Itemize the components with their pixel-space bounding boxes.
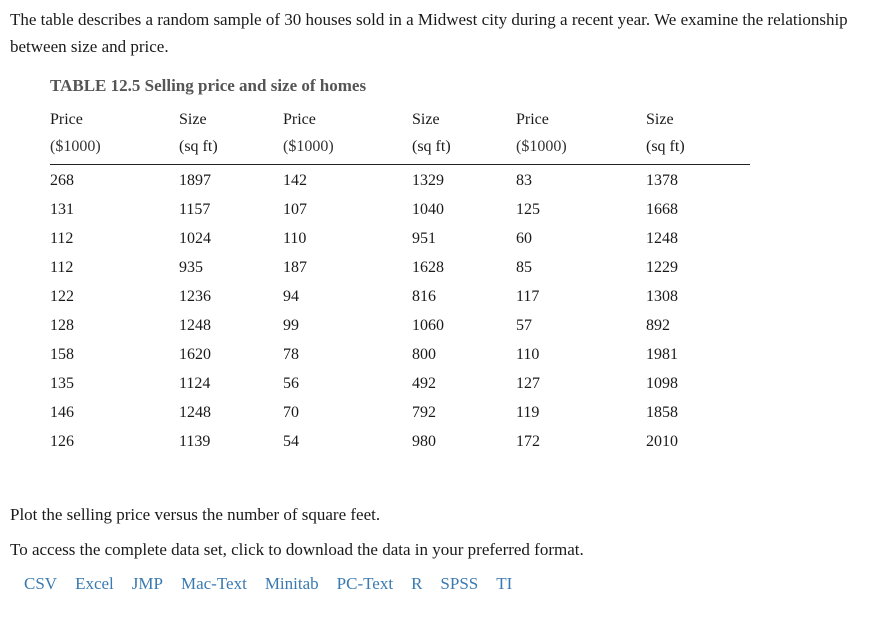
table-cell: 187 <box>283 259 307 276</box>
table-cell: 1157 <box>179 201 211 218</box>
intro-text: The table describes a random sample of 30 houses sold in a Midwest city during a recent year. We examine the relationship between size and price. <box>10 10 848 56</box>
download-link-spss[interactable]: SPSS <box>440 574 479 593</box>
table-cell: 60 <box>516 230 532 247</box>
table-row <box>50 224 750 253</box>
header-row-names <box>50 108 750 138</box>
table-cell: 135 <box>50 375 74 392</box>
table-cell: 57 <box>516 317 532 334</box>
table-row <box>50 165 750 196</box>
table-cell: 1248 <box>646 230 678 247</box>
table-cell: 126 <box>50 433 74 450</box>
table-cell: 1124 <box>179 375 211 392</box>
table-cell: 1378 <box>646 172 678 189</box>
table-cell: 112 <box>50 259 74 276</box>
table-cell: 146 <box>50 404 74 421</box>
download-instruction: To access the complete data set, click to download the data in your preferred format. <box>10 540 584 559</box>
table-cell: 125 <box>516 201 540 218</box>
table-cell: 1060 <box>412 317 444 334</box>
table-cell: 892 <box>646 317 670 334</box>
table-row <box>50 340 750 369</box>
header-size-3: Size <box>646 111 674 128</box>
header-unit-size-1: (sq ft) <box>179 138 283 165</box>
table-cell: 951 <box>412 230 436 247</box>
table-cell: 94 <box>283 288 299 305</box>
plot-instruction: Plot the selling price versus the number of square feet. <box>10 505 381 524</box>
table-cell: 54 <box>283 433 299 450</box>
download-link-csv[interactable]: CSV <box>24 574 58 593</box>
table-row <box>50 195 750 224</box>
table-cell: 110 <box>283 230 307 247</box>
table-cell: 122 <box>50 288 74 305</box>
table-cell: 117 <box>516 288 540 305</box>
table-cell: 1139 <box>179 433 211 450</box>
table-cell: 1308 <box>646 288 678 305</box>
table-cell: 800 <box>412 346 436 363</box>
table-cell: 142 <box>283 172 307 189</box>
table-cell: 1248 <box>179 317 211 334</box>
table-cell: 128 <box>50 317 74 334</box>
table-cell: 935 <box>179 259 203 276</box>
table-cell: 107 <box>283 201 307 218</box>
table-body <box>50 165 750 457</box>
table-row <box>50 311 750 340</box>
header-size-2: Size <box>412 111 440 128</box>
table-cell: 1236 <box>179 288 211 305</box>
header-price-3: Price <box>516 111 549 128</box>
download-format-links <box>24 574 530 594</box>
table-cell: 1981 <box>646 346 678 363</box>
table-cell: 127 <box>516 375 540 392</box>
table-cell: 1229 <box>646 259 678 276</box>
table-cell: 112 <box>50 230 74 247</box>
table-cell: 268 <box>50 172 74 189</box>
table-cell: 1040 <box>412 201 444 218</box>
table-cell: 1897 <box>179 172 211 189</box>
header-price-1: Price <box>50 111 83 128</box>
table-cell: 119 <box>516 404 540 421</box>
table-cell: 1024 <box>179 230 211 247</box>
table-row <box>50 282 750 311</box>
table-cell: 85 <box>516 259 532 276</box>
download-link-mac-text[interactable]: Mac-Text <box>180 574 247 593</box>
table-cell: 980 <box>412 433 436 450</box>
header-price-2: Price <box>283 111 316 128</box>
homes-table <box>50 108 750 456</box>
table-cell: 816 <box>412 288 436 305</box>
table-row <box>50 398 750 427</box>
table-row <box>50 369 750 398</box>
table-cell: 1329 <box>412 172 444 189</box>
table-cell: 70 <box>283 404 299 421</box>
table-cell: 56 <box>283 375 299 392</box>
table-cell: 1858 <box>646 404 678 421</box>
table-cell: 83 <box>516 172 532 189</box>
header-unit-size-3: (sq ft) <box>646 138 750 165</box>
header-size-1: Size <box>179 111 207 128</box>
header-unit-size-2: (sq ft) <box>412 138 516 165</box>
table-cell: 1098 <box>646 375 678 392</box>
header-unit-price-3: ($1000) <box>516 138 646 165</box>
table-cell: 1248 <box>179 404 211 421</box>
table-cell: 99 <box>283 317 299 334</box>
table-cell: 1620 <box>179 346 211 363</box>
table-row <box>50 427 750 456</box>
table-cell: 110 <box>516 346 540 363</box>
header-unit-price-1: ($1000) <box>50 138 179 165</box>
table-cell: 792 <box>412 404 436 421</box>
header-unit-price-2: ($1000) <box>283 138 412 165</box>
header-row-units <box>50 138 750 165</box>
table-row <box>50 253 750 282</box>
table-cell: 78 <box>283 346 299 363</box>
download-link-ti[interactable]: TI <box>496 574 513 593</box>
table-caption: TABLE 12.5 Selling price and size of homes <box>50 76 367 95</box>
table-cell: 158 <box>50 346 74 363</box>
download-link-excel[interactable]: Excel <box>75 574 114 593</box>
table-cell: 1668 <box>646 201 678 218</box>
table-cell: 1628 <box>412 259 444 276</box>
download-link-minitab[interactable]: Minitab <box>264 574 319 593</box>
download-link-r[interactable]: R <box>411 574 423 593</box>
table-cell: 492 <box>412 375 436 392</box>
table-cell: 172 <box>516 433 540 450</box>
download-link-jmp[interactable]: JMP <box>131 574 163 593</box>
table-cell: 131 <box>50 201 74 218</box>
table-cell: 2010 <box>646 433 678 450</box>
download-link-pc-text[interactable]: PC-Text <box>336 574 394 593</box>
